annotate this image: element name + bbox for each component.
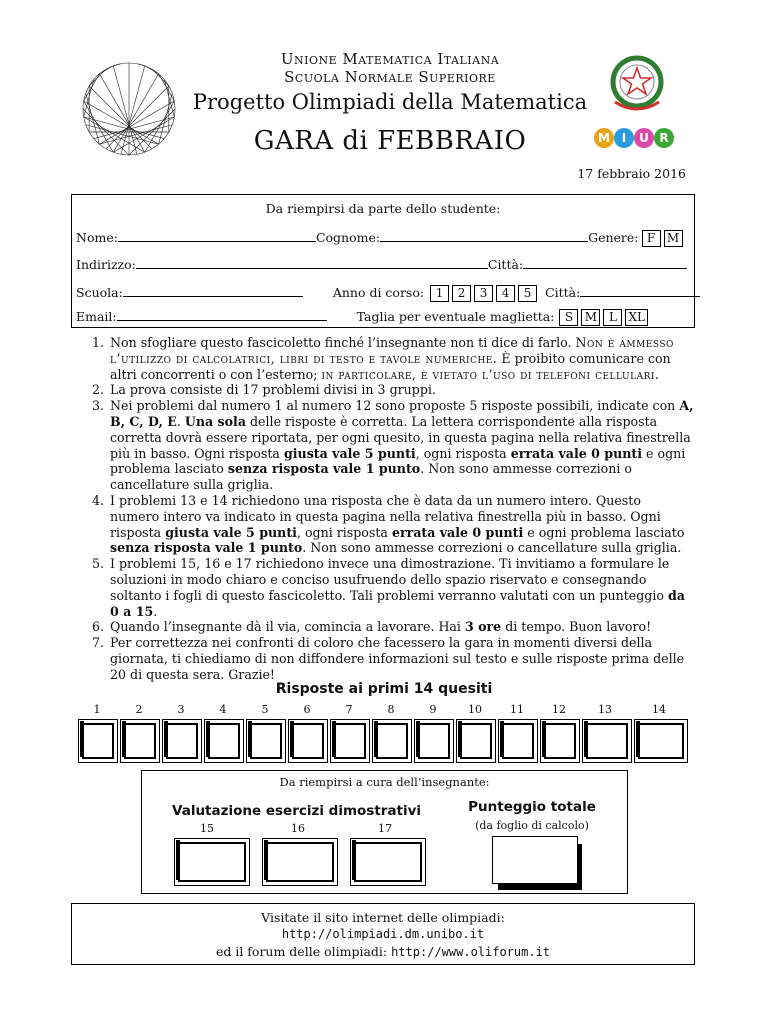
miur-logo: M I U R <box>592 126 682 150</box>
answer-number: 8 <box>387 703 395 716</box>
score-box-16[interactable] <box>262 838 338 886</box>
answer-number: 9 <box>429 703 437 716</box>
project-title: Progetto Olimpiadi della Matematica <box>192 90 588 114</box>
gender-f-checkbox[interactable]: F <box>642 230 661 247</box>
address-field[interactable] <box>136 256 488 269</box>
instruction-5: 5. I problemi 15, 16 e 17 richiedono invece una dimostrazione. Ti invitiamo a formulare le soluzioni in modo chiaro e conciso usufruendo dello spazio riservato e consegnando soltanto i fogli di questo fascicoletto. Tali problemi verranno valutati con un punteggio da 0 a 15. <box>108 556 694 619</box>
answer-number: 10 <box>468 703 482 716</box>
answer-number: 13 <box>598 703 612 716</box>
year-label: Anno di corso: <box>332 285 425 300</box>
answer-box-9[interactable] <box>414 719 454 763</box>
city2-label: Città: <box>545 285 581 300</box>
city2-field[interactable] <box>580 284 700 297</box>
answer-box-13[interactable] <box>582 719 632 763</box>
surname-field[interactable] <box>380 229 588 242</box>
instruction-1: 1. Non sfogliare questo fascicoletto finché l’insegnante non ti dice di farlo. Non è ammesso l’utilizzo di calcolatrici, libri di testo e tavole numeriche. È proibito comunicare con altri concorrenti o con l’esterno; in particolare, è vietato l’uso di telefoni cellulari. <box>108 335 694 382</box>
shirt-s-checkbox[interactable]: S <box>559 309 578 326</box>
eval-number: 16 <box>291 822 305 835</box>
answer-number: 5 <box>261 703 269 716</box>
instruction-2: 2. La prova consiste di 17 problemi divisi in 3 gruppi. <box>108 382 694 398</box>
exam-date: 17 febbraio 2016 <box>577 166 686 181</box>
website-link[interactable]: http://olimpiadi.dm.unibo.it <box>281 927 485 941</box>
footer-line-3: ed il forum delle olimpiadi: http://www.oliforum.it <box>215 944 551 959</box>
shirt-xl-checkbox[interactable]: XL <box>625 309 648 326</box>
school-field[interactable] <box>123 284 303 297</box>
answer-box-3[interactable] <box>162 719 202 763</box>
eval-title: Valutazione esercizi dimostrativi <box>172 803 422 819</box>
instruction-6: 6. Quando l’insegnante dà il via, comincia a lavorare. Hai 3 ore di tempo. Buon lavoro! <box>108 619 694 635</box>
answer-number: 4 <box>219 703 227 716</box>
answer-box-11[interactable] <box>498 719 538 763</box>
instruction-3: 3. Nei problemi dal numero 1 al numero 12 sono proposte 5 risposte possibili, indicate con A, B, C, D, E. Una sola delle risposte è corretta. La lettera corrispondente alla risposta corretta dovrà essere riportata, per ogni quesito, in questa pagina nella relativa finestrella più in basso. Ogni risposta giusta vale 5 punti, ogni risposta errata vale 0 punti e ogni problema lasciato senza risposta vale 1 punto. Non sono ammesse correzioni o cancellature sulla griglia. <box>108 398 694 493</box>
answer-box-5[interactable] <box>246 719 286 763</box>
answer-number: 6 <box>303 703 311 716</box>
shirt-m-checkbox[interactable]: M <box>581 309 600 326</box>
surname-label: Cognome: <box>315 230 381 245</box>
score-box-17[interactable] <box>350 838 426 886</box>
answer-box-2[interactable] <box>120 719 160 763</box>
instruction-4: 4. I problemi 13 e 14 richiedono una risposta che è data da un numero intero. Questo numero intero va indicato in questa pagina nella relativa finestrella più in basso. Ogni risposta giusta vale 5 punti, ogni risposta errata vale 0 punti e ogni problema lasciato senza risposta vale 1 punto. Non sono ammesse correzioni o cancellature sulla griglia. <box>108 493 694 556</box>
city-field[interactable] <box>523 256 687 269</box>
name-field[interactable] <box>118 229 316 242</box>
answer-box-10[interactable] <box>456 719 496 763</box>
forum-link[interactable]: http://www.oliforum.it <box>391 945 551 959</box>
year-5-checkbox[interactable]: 5 <box>518 285 537 302</box>
answer-box-12[interactable] <box>540 719 580 763</box>
name-label: Nome: <box>76 230 118 245</box>
org-line-1: Unione Matematica Italiana <box>280 50 500 68</box>
email-label: Email: <box>76 309 117 324</box>
answer-number: 2 <box>135 703 143 716</box>
year-2-checkbox[interactable]: 2 <box>452 285 471 302</box>
answer-box-8[interactable] <box>372 719 412 763</box>
year-1-checkbox[interactable]: 1 <box>430 285 449 302</box>
instruction-7: 7. Per correttezza nei confronti di coloro che facessero la gara in momenti diversi della giornata, ti chiediamo di non diffondere informazioni sul testo e sulle risposte prima delle 20 di questa sera. Grazie! <box>108 635 694 682</box>
answer-number: 3 <box>177 703 185 716</box>
footer-line-1: Visitate il sito internet delle olimpiadi: <box>261 910 505 925</box>
answer-number: 12 <box>552 703 566 716</box>
shirt-label: Taglia per eventuale maglietta: <box>356 309 555 324</box>
answer-box-7[interactable] <box>330 719 370 763</box>
answers-title: Risposte ai primi 14 quesiti <box>275 681 493 697</box>
student-form-caption: Da riempirsi da parte dello studente: <box>265 201 501 216</box>
answer-box-4[interactable] <box>204 719 244 763</box>
total-subtitle: (da foglio di calcolo) <box>475 819 589 832</box>
answer-number: 14 <box>652 703 666 716</box>
eval-number: 17 <box>378 822 392 835</box>
shirt-l-checkbox[interactable]: L <box>603 309 622 326</box>
total-score-box[interactable] <box>492 836 578 884</box>
gender-m-checkbox[interactable]: M <box>664 230 683 247</box>
answer-box-6[interactable] <box>288 719 328 763</box>
answer-number: 1 <box>93 703 101 716</box>
teacher-caption: Da riempirsi a cura dell’insegnante: <box>279 775 490 789</box>
answer-box-14[interactable] <box>634 719 688 763</box>
year-4-checkbox[interactable]: 4 <box>496 285 515 302</box>
org-line-2: Scuola Normale Superiore <box>284 68 496 86</box>
answer-box-1[interactable] <box>78 719 118 763</box>
student-form <box>71 194 695 328</box>
gender-label: Genere: <box>588 230 639 245</box>
year-3-checkbox[interactable]: 3 <box>474 285 493 302</box>
instructions <box>80 335 694 683</box>
italian-emblem-icon <box>605 52 669 122</box>
city-label: Città: <box>487 257 524 272</box>
school-label: Scuola: <box>76 285 123 300</box>
footer-box <box>71 903 695 965</box>
total-title: Punteggio totale <box>468 799 596 815</box>
answer-number: 7 <box>345 703 353 716</box>
eval-number: 15 <box>200 822 214 835</box>
email-field[interactable] <box>117 308 327 321</box>
page-title: GARA di FEBBRAIO <box>253 126 527 156</box>
answer-number: 11 <box>510 703 524 716</box>
umi-logo <box>75 60 183 158</box>
score-box-15[interactable] <box>174 838 250 886</box>
address-label: Indirizzo: <box>76 257 136 272</box>
